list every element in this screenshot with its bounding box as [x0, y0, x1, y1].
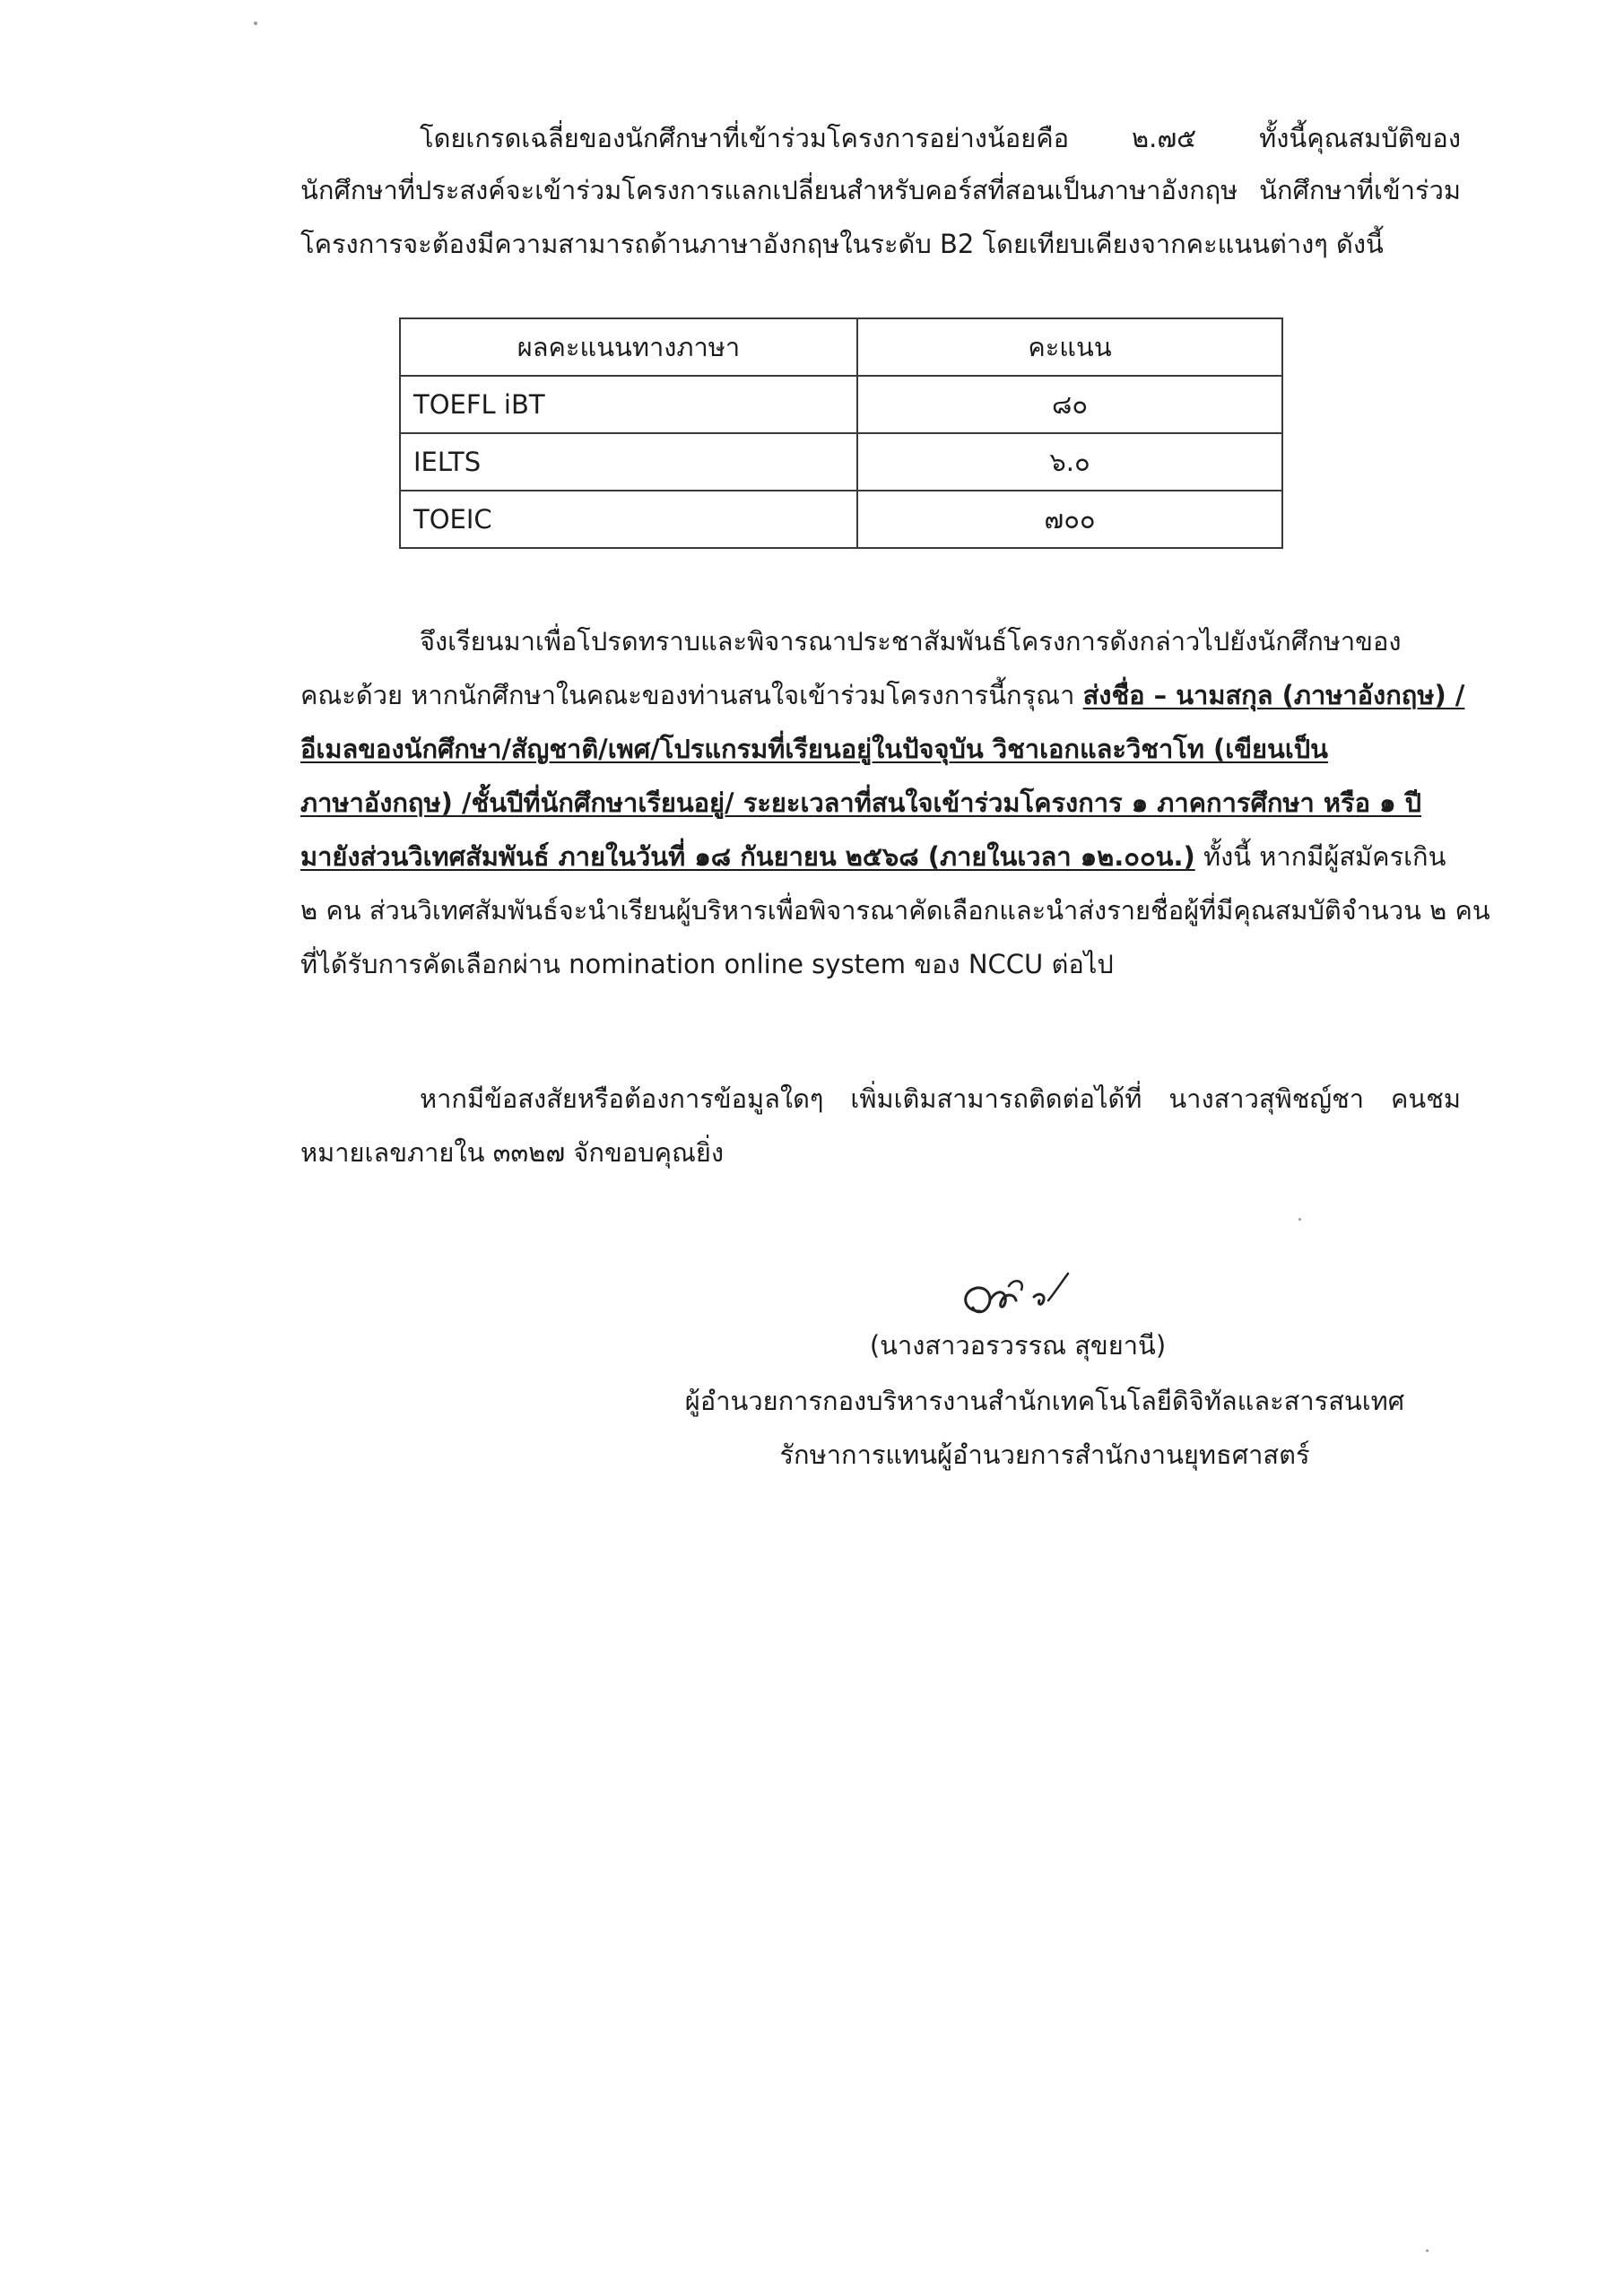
table-row: [400, 433, 1282, 491]
test-score-cell: ๘๐: [857, 376, 1282, 433]
signer-title-2: รักษาการแทนผู้อำนวยการสำนักงานยุทธศาสตร์: [779, 1439, 1310, 1470]
table-header-row: [400, 318, 1282, 376]
signer-name: (นางสาวอรวรรณ สุขยานี): [869, 1330, 1167, 1361]
request-line-1: จึงเรียนมาเพื่อโปรดทราบและพิจารณาประชาสัมพันธ์โครงการดังกล่าวไปยังนักศึกษาของ: [420, 626, 1402, 657]
request-line-6: ๒ คน ส่วนวิเทศสัมพันธ์จะนำเรียนผู้บริหารเพื่อพิจารณาคัดเลือกและนำส่งรายชื่อผู้ที่มีคุณสมบัติจำนวน ๒ คน: [300, 895, 1490, 926]
signer-title-1: ผู้อำนวยการกองบริหารงานสำนักเทคโนโลยีดิจิทัลและสารสนเทศ: [684, 1386, 1405, 1416]
request-line-4: ภาษาอังกฤษ) /ชั้นปีที่นักศึกษาเรียนอยู่/ ระยะเวลาที่สนใจเข้าร่วมโครงการ ๑ ภาคการศึกษา หรือ ๑ ปี: [300, 787, 1422, 818]
test-name-cell: TOEIC: [400, 491, 857, 548]
test-name-cell: IELTS: [400, 433, 857, 491]
test-score-cell: ๖.๐: [857, 433, 1282, 491]
request-line-5: [300, 837, 1446, 876]
intro-line-2: นักศึกษาที่ประสงค์จะเข้าร่วมโครงการแลกเปลี่ยนสำหรับคอร์สที่สอนเป็นภาษาอังกฤษ นักศึกษาที่เข้าร่วม: [300, 175, 1461, 205]
request-line-2-emphasis: ส่งชื่อ – นามสกุล (ภาษาอังกฤษ) /: [1082, 680, 1465, 710]
request-line-5-text: ทั้งนี้ หากมีผู้สมัครเกิน: [1194, 841, 1446, 872]
request-line-3: อีเมลของนักศึกษา/สัญชาติ/เพศ/โปรแกรมที่เรียนอยู่ในปัจจุบัน วิชาเอกและวิชาโท (เขียนเป็น: [300, 734, 1328, 764]
test-name-cell: TOEFL iBT: [400, 376, 857, 433]
request-line-2-text: คณะด้วย หากนักศึกษาในคณะของท่านสนใจเข้าร่วมโครงการนี้กรุณา: [300, 680, 1083, 710]
contact-line-1: หากมีข้อสงสัยหรือต้องการข้อมูลใดๆ เพิ่มเติมสามารถติดต่อได้ที่ นางสาวสุพิชญ์ชา คนชม: [420, 1083, 1461, 1114]
scan-speck: [1298, 1218, 1301, 1221]
request-line-7: ที่ได้รับการคัดเลือกผ่าน nomination online system ของ NCCU ต่อไป: [300, 949, 1114, 979]
table-row: [400, 376, 1282, 433]
request-line-2: [300, 675, 1464, 715]
language-score-table: [399, 317, 1283, 549]
request-line-5-emphasis: มายังส่วนวิเทศสัมพันธ์ ภายในวันที่ ๑๘ กันยายน ๒๕๖๘ (ภายในเวลา ๑๒.๐๐น.): [300, 841, 1195, 872]
header-score-type: ผลคะแนนทางภาษา: [400, 318, 857, 376]
intro-line-3: โครงการจะต้องมีความสามารถด้านภาษาอังกฤษในระดับ B2 โดยเทียบเคียงจากคะแนนต่างๆ ดังนี้: [300, 229, 1384, 259]
table-row: [400, 491, 1282, 548]
contact-line-2: หมายเลขภายใน ๓๓๒๗ จักขอบคุณยิ่ง: [300, 1137, 725, 1168]
scan-speck: [1426, 2249, 1429, 2252]
test-score-cell: ๗๐๐: [857, 491, 1282, 548]
header-score-value: คะแนน: [857, 318, 1282, 376]
scan-speck: [254, 22, 257, 25]
intro-line-1: โดยเกรดเฉลี่ยของนักศึกษาที่เข้าร่วมโครงการอย่างน้อยคือ ๒.๗๕ ทั้งนี้คุณสมบัติของ: [420, 123, 1461, 153]
